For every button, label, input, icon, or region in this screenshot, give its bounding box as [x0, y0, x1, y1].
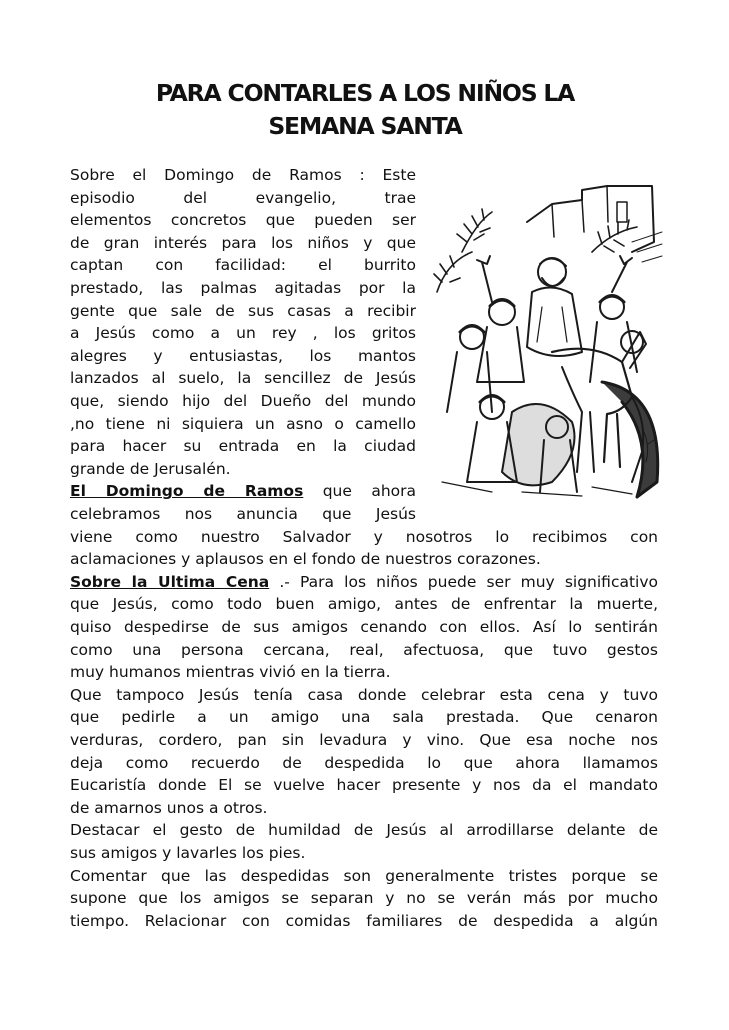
text-line: [70, 480, 416, 503]
text-line: captan con facilidad: el burrito: [70, 256, 416, 275]
text-line: celebramos nos anuncia que Jesús: [70, 505, 416, 523]
page-title: [70, 77, 660, 143]
text-line: para hacer su entrada en la ciudad: [70, 437, 416, 456]
text-line: episodio del evangelio, trae: [70, 188, 416, 207]
text-line: Comentar que las despedidas son generalmente tristes porque se: [70, 866, 658, 885]
text-line: [70, 571, 658, 594]
text-fragment: que ahora: [303, 482, 416, 501]
text-line: sus amigos y lavarles los pies.: [70, 844, 306, 862]
text-line: Destacar el gesto de humildad de Jesús al arrodillarse delante de: [70, 821, 658, 840]
title-line-2: SEMANA SANTA: [268, 112, 462, 140]
text-line: que Jesús, como todo buen amigo, antes de enfrentar la muerte,: [70, 595, 658, 614]
text-line: aclamaciones y aplausos en el fondo de nuestros corazones.: [70, 550, 541, 569]
text-line: supone que los amigos se separan y no se verán más por mucho: [70, 889, 658, 908]
text-line: Que tampoco Jesús tenía casa donde celebrar esta cena y tuvo: [70, 685, 658, 704]
text-line: muy humanos mientras vivió en la tierra.: [70, 663, 391, 682]
text-line: Eucaristía donde El se vuelve hacer presente y nos da el mandato: [70, 776, 658, 795]
text-fragment: .- Para los niños puede ser muy significativo: [269, 572, 659, 591]
text-line: alegres y entusiastas, los mantos: [70, 346, 416, 365]
text-line: deja como recuerdo de despedida lo que ahora llamamos: [70, 753, 658, 772]
text-line: Sobre el Domingo de Ramos : Este: [70, 166, 416, 184]
text-line: ,no tiene ni siquiera un asno o camello: [70, 414, 416, 433]
text-line: elementos concretos que pueden ser: [70, 211, 416, 230]
text-line: gente que sale de sus casas a recibir: [70, 301, 416, 320]
text-line: a Jesús como a un rey , los gritos: [70, 324, 416, 343]
text-line: de gran interés para los niños y que: [70, 233, 416, 252]
section-heading-ultima-cena: Sobre la Ultima Cena: [70, 572, 270, 591]
text-line: verduras, cordero, pan sin levadura y vino. Que esa noche nos: [70, 731, 658, 749]
text-line: de amarnos unos a otros.: [70, 798, 268, 817]
text-line: que pedirle a un amigo una sala prestada. Que cenaron: [70, 708, 658, 727]
section-heading-domingo-de-ramos: El Domingo de Ramos: [70, 482, 304, 501]
text-line: como una persona cercana, real, afectuosa, que tuvo gestos: [70, 640, 658, 659]
text-line: que, siendo hijo del Dueño del mundo: [70, 392, 416, 410]
title-line-1: PARA CONTARLES A LOS NIÑOS LA: [155, 79, 575, 107]
text-line: quiso despedirse de sus amigos cenando con ellos. Así lo sentirán: [70, 618, 658, 636]
text-line: viene como nuestro Salvador y nosotros lo recibimos con: [70, 527, 658, 546]
palm-sunday-illustration: [432, 182, 664, 500]
text-line: prestado, las palmas agitadas por la: [70, 279, 416, 297]
text-line: tiempo. Relacionar con comidas familiares de despedida a algún: [70, 911, 658, 930]
text-line: grande de Jerusalén.: [70, 459, 231, 478]
text-line: lanzados al suelo, la sencillez de Jesús: [70, 369, 416, 388]
